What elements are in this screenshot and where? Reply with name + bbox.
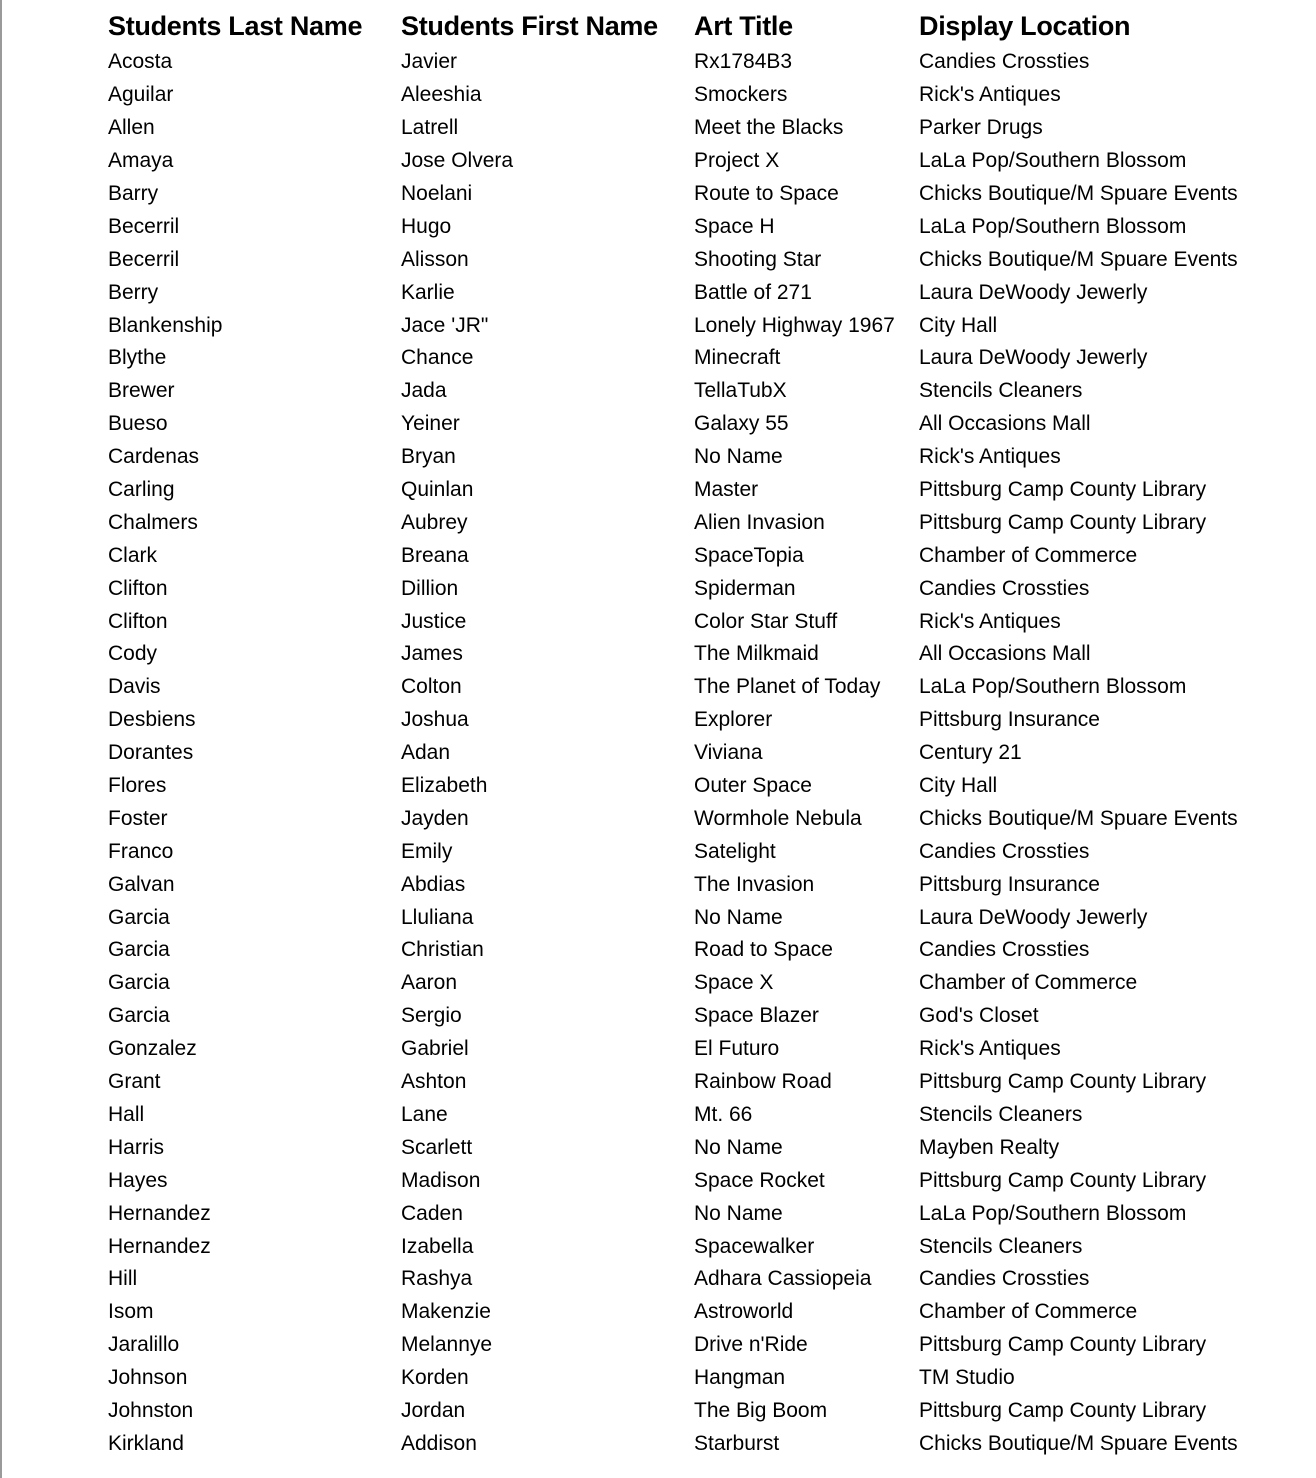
table-row bbox=[108, 770, 1298, 803]
cell-first-name: Chance bbox=[401, 346, 474, 370]
cell-display-location: Chicks Boutique/M Spuare Events bbox=[919, 182, 1238, 205]
cell-art-title: Shooting Star bbox=[694, 247, 822, 271]
cell-art-title: The Big Boom bbox=[694, 1398, 828, 1422]
cell-art-title: Mt. 66 bbox=[694, 1102, 753, 1126]
cell-last-name: Barry bbox=[108, 182, 159, 205]
cell-display-location: Pittsburg Insurance bbox=[919, 708, 1100, 732]
cell-first-name: Karlie bbox=[401, 280, 455, 304]
cell-first-name: Adan bbox=[401, 741, 451, 765]
cell-display-location: City Hall bbox=[919, 774, 998, 798]
cell-first-name: Alisson bbox=[401, 247, 469, 271]
table-row bbox=[108, 539, 1298, 572]
header-art-title: Art Title bbox=[694, 10, 793, 41]
table-row bbox=[108, 46, 1298, 79]
cell-display-location: LaLa Pop/Southern Blossom bbox=[919, 675, 1187, 699]
table-row bbox=[108, 572, 1298, 605]
table-row bbox=[108, 210, 1298, 243]
cell-last-name: Grant bbox=[108, 1070, 161, 1094]
cell-display-location: Stencils Cleaners bbox=[919, 1102, 1083, 1126]
table-row bbox=[108, 638, 1298, 671]
cell-display-location: Stencils Cleaners bbox=[919, 379, 1083, 403]
table-row bbox=[108, 243, 1298, 276]
cell-display-location: Parker Drugs bbox=[919, 116, 1043, 140]
table-row bbox=[108, 79, 1298, 112]
table-row bbox=[108, 1000, 1298, 1033]
table-row bbox=[108, 1296, 1298, 1329]
cell-display-location: TM Studio bbox=[919, 1366, 1015, 1390]
cell-art-title: Space Blazer bbox=[694, 1004, 819, 1028]
cell-display-location: Stencils Cleaners bbox=[919, 1234, 1083, 1258]
cell-first-name: Izabella bbox=[401, 1234, 474, 1258]
cell-art-title: Route to Space bbox=[694, 182, 839, 205]
cell-art-title: Project X bbox=[694, 149, 780, 173]
cell-art-title: The Planet of Today bbox=[694, 675, 881, 699]
cell-last-name: Dorantes bbox=[108, 741, 194, 765]
table-row bbox=[108, 408, 1298, 441]
cell-first-name: Javier bbox=[401, 50, 458, 74]
table-row bbox=[108, 441, 1298, 474]
cell-first-name: Ashton bbox=[401, 1070, 467, 1094]
cell-last-name: Davis bbox=[108, 675, 161, 699]
cell-first-name: Madison bbox=[401, 1168, 481, 1192]
cell-first-name: Hugo bbox=[401, 214, 452, 238]
cell-display-location: Pittsburg Camp County Library bbox=[919, 1333, 1207, 1357]
cell-art-title: Drive n'Ride bbox=[694, 1333, 808, 1357]
cell-first-name: Sergio bbox=[401, 1004, 462, 1028]
cell-display-location: Chicks Boutique/M Spuare Events bbox=[919, 247, 1238, 271]
cell-first-name: Makenzie bbox=[401, 1300, 491, 1324]
cell-art-title: Meet the Blacks bbox=[694, 116, 844, 140]
cell-art-title: Rainbow Road bbox=[694, 1070, 832, 1094]
cell-display-location: Chicks Boutique/M Spuare Events bbox=[919, 806, 1238, 830]
cell-first-name: Emily bbox=[401, 839, 453, 863]
cell-first-name: Dillion bbox=[401, 576, 459, 600]
cell-last-name: Clifton bbox=[108, 609, 168, 633]
cell-display-location: Candies Crossties bbox=[919, 576, 1090, 600]
table-row bbox=[108, 178, 1298, 211]
table-row bbox=[108, 342, 1298, 375]
table-row bbox=[108, 835, 1298, 868]
cell-last-name: Bueso bbox=[108, 412, 168, 436]
cell-first-name: Quinlan bbox=[401, 478, 474, 502]
cell-first-name: Addison bbox=[401, 1431, 477, 1455]
cell-art-title: Lonely Highway 1967 bbox=[694, 313, 895, 337]
cell-last-name: Hall bbox=[108, 1102, 145, 1126]
cell-display-location: Pittsburg Camp County Library bbox=[919, 1168, 1207, 1192]
cell-last-name: Hill bbox=[108, 1267, 138, 1291]
cell-art-title: TellaTubX bbox=[694, 379, 787, 403]
cell-last-name: Garcia bbox=[108, 971, 170, 995]
cell-display-location: LaLa Pop/Southern Blossom bbox=[919, 214, 1187, 238]
cell-first-name: Justice bbox=[401, 609, 467, 633]
table-row bbox=[108, 474, 1298, 507]
table-row bbox=[108, 901, 1298, 934]
cell-first-name: Lluliana bbox=[401, 905, 474, 929]
table-row bbox=[108, 1230, 1298, 1263]
cell-display-location: All Occasions Mall bbox=[919, 412, 1091, 436]
cell-last-name: Jaralillo bbox=[108, 1333, 180, 1357]
cell-art-title: Battle of 271 bbox=[694, 280, 812, 304]
table-row bbox=[108, 671, 1298, 704]
cell-display-location: Pittsburg Insurance bbox=[919, 872, 1100, 896]
cell-last-name: Clifton bbox=[108, 576, 168, 600]
cell-art-title: Space H bbox=[694, 214, 775, 238]
cell-art-title: SpaceTopia bbox=[694, 543, 804, 567]
table-body bbox=[108, 46, 1298, 1460]
table-row bbox=[108, 1395, 1298, 1428]
cell-art-title: Space Rocket bbox=[694, 1168, 825, 1192]
cell-display-location: Century 21 bbox=[919, 741, 1022, 765]
table-row bbox=[108, 309, 1298, 342]
table-header-row bbox=[108, 6, 1298, 46]
cell-first-name: Noelani bbox=[401, 182, 473, 205]
cell-display-location: Pittsburg Camp County Library bbox=[919, 478, 1207, 502]
cell-display-location: Candies Crossties bbox=[919, 839, 1090, 863]
table-row bbox=[108, 1131, 1298, 1164]
cell-art-title: No Name bbox=[694, 1135, 783, 1159]
cell-last-name: Amaya bbox=[108, 149, 174, 173]
cell-art-title: Smockers bbox=[694, 83, 788, 107]
cell-first-name: Elizabeth bbox=[401, 774, 488, 798]
cell-last-name: Allen bbox=[108, 116, 155, 140]
table-row bbox=[108, 276, 1298, 309]
cell-art-title: Alien Invasion bbox=[694, 510, 825, 534]
page-left-edge bbox=[0, 0, 2, 1478]
cell-last-name: Aguilar bbox=[108, 83, 174, 107]
cell-display-location: Chamber of Commerce bbox=[919, 971, 1138, 995]
cell-last-name: Foster bbox=[108, 806, 168, 830]
cell-display-location: God's Closet bbox=[919, 1004, 1039, 1028]
cell-display-location: Laura DeWoody Jewerly bbox=[919, 280, 1148, 304]
cell-first-name: Colton bbox=[401, 675, 462, 699]
cell-art-title: The Milkmaid bbox=[694, 642, 819, 666]
cell-display-location: LaLa Pop/Southern Blossom bbox=[919, 1201, 1187, 1225]
cell-last-name: Blythe bbox=[108, 346, 167, 370]
cell-last-name: Clark bbox=[108, 543, 158, 567]
cell-display-location: All Occasions Mall bbox=[919, 642, 1091, 666]
cell-first-name: Scarlett bbox=[401, 1135, 473, 1159]
table-row bbox=[108, 1197, 1298, 1230]
cell-art-title: No Name bbox=[694, 905, 783, 929]
cell-first-name: Latrell bbox=[401, 116, 459, 140]
cell-last-name: Harris bbox=[108, 1135, 164, 1159]
cell-art-title: Satelight bbox=[694, 839, 776, 863]
cell-art-title: Space X bbox=[694, 971, 774, 995]
cell-art-title: Outer Space bbox=[694, 774, 812, 798]
cell-last-name: Brewer bbox=[108, 379, 175, 403]
cell-first-name: Aaron bbox=[401, 971, 458, 995]
cell-last-name: Acosta bbox=[108, 50, 173, 74]
cell-last-name: Galvan bbox=[108, 872, 175, 896]
table-row bbox=[108, 1329, 1298, 1362]
cell-last-name: Johnston bbox=[108, 1398, 194, 1422]
cell-art-title: The Invasion bbox=[694, 872, 815, 896]
student-art-table bbox=[108, 6, 1298, 1460]
cell-display-location: Mayben Realty bbox=[919, 1135, 1060, 1159]
cell-last-name: Garcia bbox=[108, 938, 170, 962]
cell-last-name: Kirkland bbox=[108, 1431, 184, 1455]
cell-display-location: Laura DeWoody Jewerly bbox=[919, 905, 1148, 929]
table-row bbox=[108, 704, 1298, 737]
cell-first-name: Jada bbox=[401, 379, 447, 403]
cell-first-name: Aubrey bbox=[401, 510, 468, 534]
cell-art-title: Starburst bbox=[694, 1431, 780, 1455]
cell-display-location: Chamber of Commerce bbox=[919, 543, 1138, 567]
cell-last-name: Blankenship bbox=[108, 313, 223, 337]
cell-last-name: Flores bbox=[108, 774, 167, 798]
cell-first-name: Rashya bbox=[401, 1267, 473, 1291]
cell-first-name: Korden bbox=[401, 1366, 469, 1390]
table-row bbox=[108, 967, 1298, 1000]
cell-art-title: Wormhole Nebula bbox=[694, 806, 862, 830]
table-row bbox=[108, 506, 1298, 539]
cell-display-location: Pittsburg Camp County Library bbox=[919, 510, 1207, 534]
cell-art-title: Spiderman bbox=[694, 576, 796, 600]
table-row bbox=[108, 1164, 1298, 1197]
table-row bbox=[108, 605, 1298, 638]
cell-last-name: Hernandez bbox=[108, 1201, 211, 1225]
table-row bbox=[108, 112, 1298, 145]
cell-last-name: Becerril bbox=[108, 214, 180, 238]
cell-last-name: Garcia bbox=[108, 1004, 170, 1028]
table-row bbox=[108, 868, 1298, 901]
cell-display-location: Chicks Boutique/M Spuare Events bbox=[919, 1431, 1238, 1455]
header-first-name: Students First Name bbox=[401, 10, 658, 41]
cell-display-location: Candies Crossties bbox=[919, 1267, 1090, 1291]
cell-last-name: Franco bbox=[108, 839, 174, 863]
cell-display-location: Candies Crossties bbox=[919, 938, 1090, 962]
cell-first-name: Gabriel bbox=[401, 1037, 469, 1061]
cell-last-name: Becerril bbox=[108, 247, 180, 271]
cell-first-name: Joshua bbox=[401, 708, 469, 732]
cell-first-name: Lane bbox=[401, 1102, 448, 1126]
table-row bbox=[108, 1263, 1298, 1296]
cell-last-name: Hayes bbox=[108, 1168, 168, 1192]
table-row bbox=[108, 934, 1298, 967]
cell-last-name: Desbiens bbox=[108, 708, 196, 732]
table-row bbox=[108, 1362, 1298, 1395]
cell-art-title: El Futuro bbox=[694, 1037, 780, 1061]
cell-art-title: Hangman bbox=[694, 1366, 786, 1390]
cell-last-name: Gonzalez bbox=[108, 1037, 197, 1061]
cell-display-location: LaLa Pop/Southern Blossom bbox=[919, 149, 1187, 173]
cell-first-name: Jayden bbox=[401, 806, 469, 830]
cell-display-location: Rick's Antiques bbox=[919, 445, 1061, 469]
cell-first-name: Bryan bbox=[401, 445, 456, 469]
cell-display-location: Pittsburg Camp County Library bbox=[919, 1070, 1207, 1094]
cell-art-title: Spacewalker bbox=[694, 1234, 815, 1258]
cell-art-title: Adhara Cassiopeia bbox=[694, 1267, 872, 1291]
cell-display-location: Rick's Antiques bbox=[919, 83, 1061, 107]
cell-art-title: Minecraft bbox=[694, 346, 781, 370]
table-row bbox=[108, 1033, 1298, 1066]
cell-first-name: Aleeshia bbox=[401, 83, 482, 107]
cell-first-name: Jordan bbox=[401, 1398, 466, 1422]
cell-display-location: Laura DeWoody Jewerly bbox=[919, 346, 1148, 370]
header-display-location: Display Location bbox=[919, 10, 1131, 41]
cell-art-title: Color Star Stuff bbox=[694, 609, 838, 633]
cell-first-name: Yeiner bbox=[401, 412, 460, 436]
cell-art-title: No Name bbox=[694, 445, 783, 469]
table-row bbox=[108, 737, 1298, 770]
cell-first-name: Caden bbox=[401, 1201, 463, 1225]
cell-last-name: Carling bbox=[108, 478, 175, 502]
cell-first-name: Abdias bbox=[401, 872, 466, 896]
cell-last-name: Isom bbox=[108, 1300, 154, 1324]
cell-display-location: Candies Crossties bbox=[919, 50, 1090, 74]
cell-display-location: Rick's Antiques bbox=[919, 1037, 1061, 1061]
cell-art-title: No Name bbox=[694, 1201, 783, 1225]
table-row bbox=[108, 1427, 1298, 1460]
header-last-name: Students Last Name bbox=[108, 10, 363, 41]
cell-last-name: Johnson bbox=[108, 1366, 188, 1390]
cell-art-title: Astroworld bbox=[694, 1300, 794, 1324]
cell-last-name: Garcia bbox=[108, 905, 170, 929]
cell-first-name: Christian bbox=[401, 938, 484, 962]
cell-display-location: Rick's Antiques bbox=[919, 609, 1061, 633]
cell-last-name: Hernandez bbox=[108, 1234, 211, 1258]
table-row bbox=[108, 375, 1298, 408]
cell-display-location: City Hall bbox=[919, 313, 998, 337]
cell-display-location: Pittsburg Camp County Library bbox=[919, 1398, 1207, 1422]
cell-last-name: Berry bbox=[108, 280, 159, 304]
cell-last-name: Cardenas bbox=[108, 445, 200, 469]
cell-art-title: Explorer bbox=[694, 708, 773, 732]
cell-first-name: Melannye bbox=[401, 1333, 493, 1357]
cell-first-name: Jose Olvera bbox=[401, 149, 514, 173]
cell-art-title: Road to Space bbox=[694, 938, 833, 962]
cell-first-name: Breana bbox=[401, 543, 469, 567]
table-row bbox=[108, 1066, 1298, 1099]
cell-first-name: Jace 'JR" bbox=[401, 313, 489, 337]
cell-art-title: Master bbox=[694, 478, 759, 502]
cell-art-title: Galaxy 55 bbox=[694, 412, 789, 436]
cell-first-name: James bbox=[401, 642, 463, 666]
cell-last-name: Chalmers bbox=[108, 510, 198, 534]
cell-art-title: Viviana bbox=[694, 741, 763, 765]
table-row bbox=[108, 802, 1298, 835]
table-row bbox=[108, 145, 1298, 178]
cell-last-name: Cody bbox=[108, 642, 158, 666]
table-row bbox=[108, 1099, 1298, 1132]
cell-display-location: Chamber of Commerce bbox=[919, 1300, 1138, 1324]
cell-art-title: Rx1784B3 bbox=[694, 50, 793, 74]
